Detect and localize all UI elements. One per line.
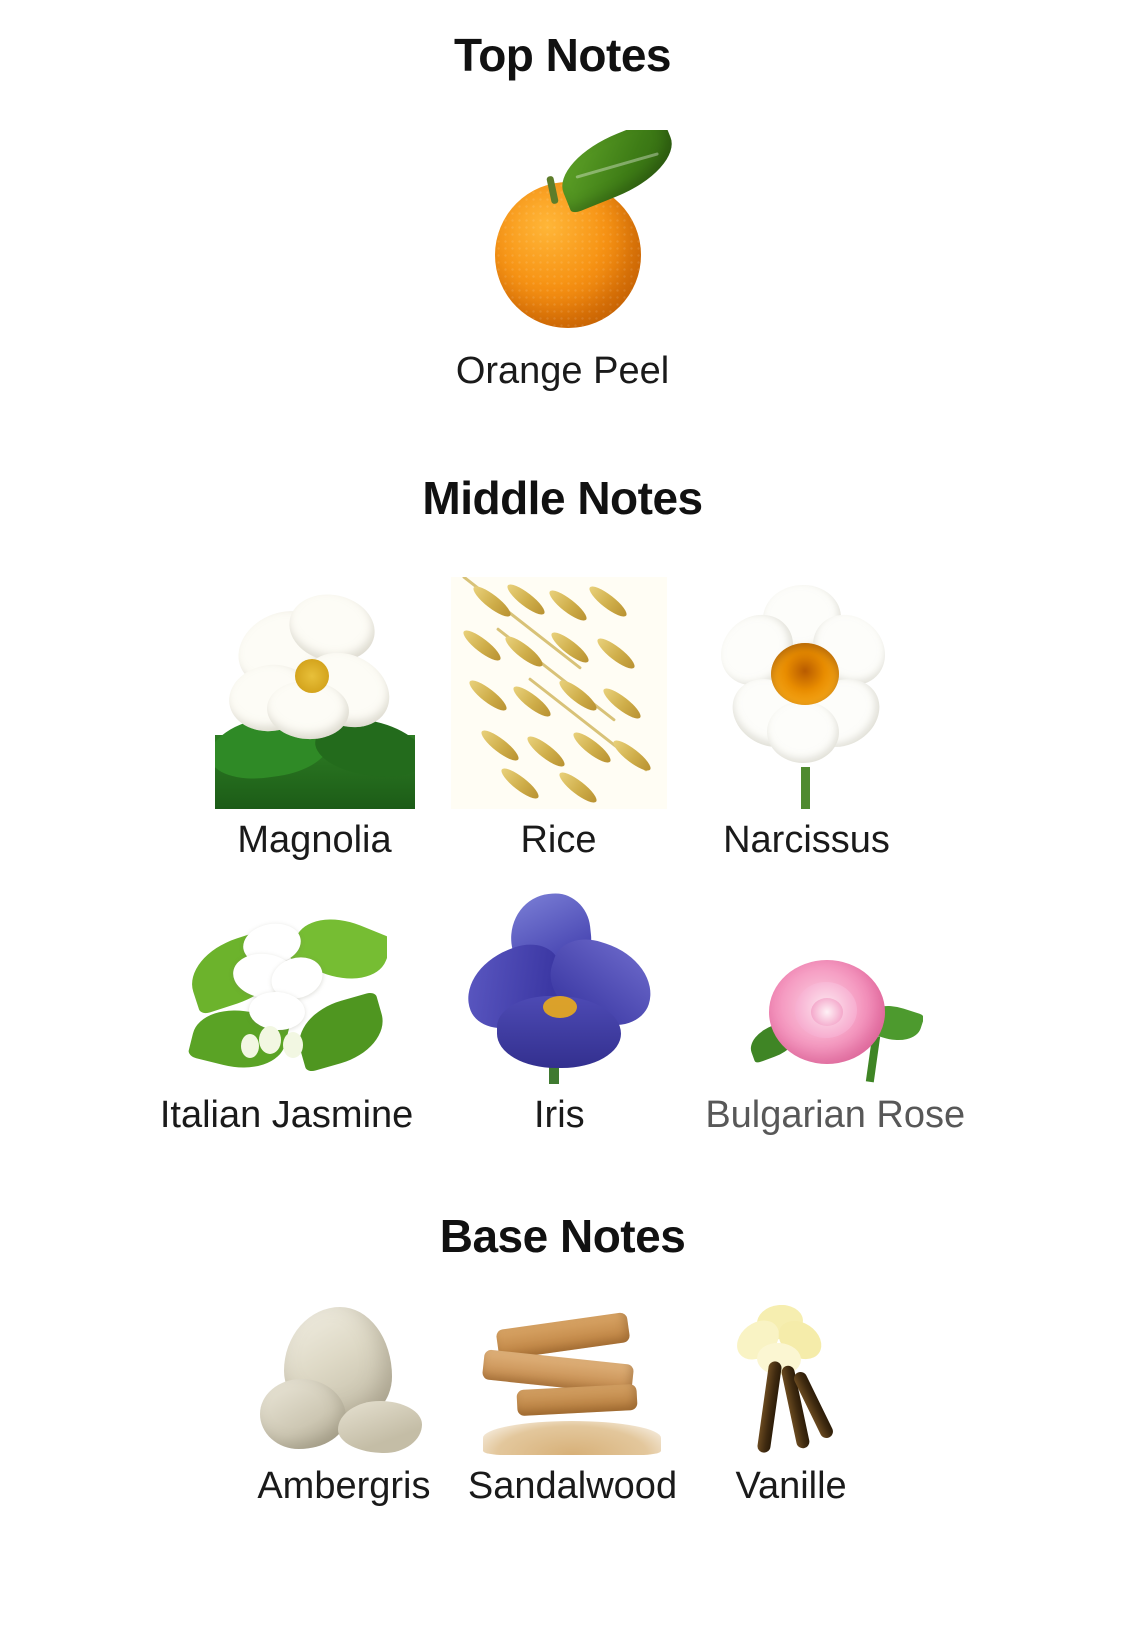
note-label-narcissus: Narcissus <box>723 819 890 861</box>
note-label-iris: Iris <box>533 1094 585 1136</box>
magnolia-flower-icon <box>215 577 415 809</box>
note-label-ambergris: Ambergris <box>257 1465 431 1507</box>
fragrance-notes-page <box>0 28 1125 1638</box>
note-item-sandalwood[interactable] <box>468 1305 677 1508</box>
note-item-orange-peel[interactable] <box>453 130 673 393</box>
note-label-sandalwood: Sandalwood <box>467 1465 678 1507</box>
orange-peel-icon <box>453 130 673 340</box>
section-title-middle-notes: Middle Notes <box>422 472 703 524</box>
ambergris-stone-icon <box>254 1305 434 1455</box>
note-label-italian-jasmine: Italian Jasmine <box>159 1094 414 1136</box>
note-item-rice[interactable] <box>451 577 667 862</box>
note-label-magnolia: Magnolia <box>237 819 392 861</box>
note-label-orange-peel: Orange Peel <box>455 350 670 392</box>
note-item-italian-jasmine[interactable] <box>160 906 413 1137</box>
top-notes-row <box>0 130 1125 393</box>
section-title-base-notes: Base Notes <box>439 1210 686 1262</box>
note-item-vanille[interactable] <box>711 1305 871 1508</box>
middle-notes-row-1 <box>0 577 1125 862</box>
base-notes-row <box>0 1305 1125 1508</box>
rose-flower-icon <box>747 954 923 1084</box>
rice-grains-icon <box>451 577 667 809</box>
section-title-top-notes: Top Notes <box>454 29 671 81</box>
note-item-bulgarian-rose[interactable] <box>705 954 965 1137</box>
jasmine-flower-icon <box>187 906 387 1084</box>
narcissus-flower-icon <box>703 577 911 809</box>
vanilla-pods-icon <box>711 1305 871 1455</box>
note-item-narcissus[interactable] <box>703 577 911 862</box>
note-item-iris[interactable] <box>463 892 655 1137</box>
note-item-magnolia[interactable] <box>215 577 415 862</box>
note-label-vanille: Vanille <box>735 1465 847 1507</box>
middle-notes-row-2 <box>0 892 1125 1137</box>
iris-flower-icon <box>463 892 655 1084</box>
note-label-bulgarian-rose: Bulgarian Rose <box>705 1094 966 1136</box>
note-item-ambergris[interactable] <box>254 1305 434 1508</box>
note-label-rice: Rice <box>520 819 597 861</box>
sandalwood-sticks-icon <box>477 1305 667 1455</box>
